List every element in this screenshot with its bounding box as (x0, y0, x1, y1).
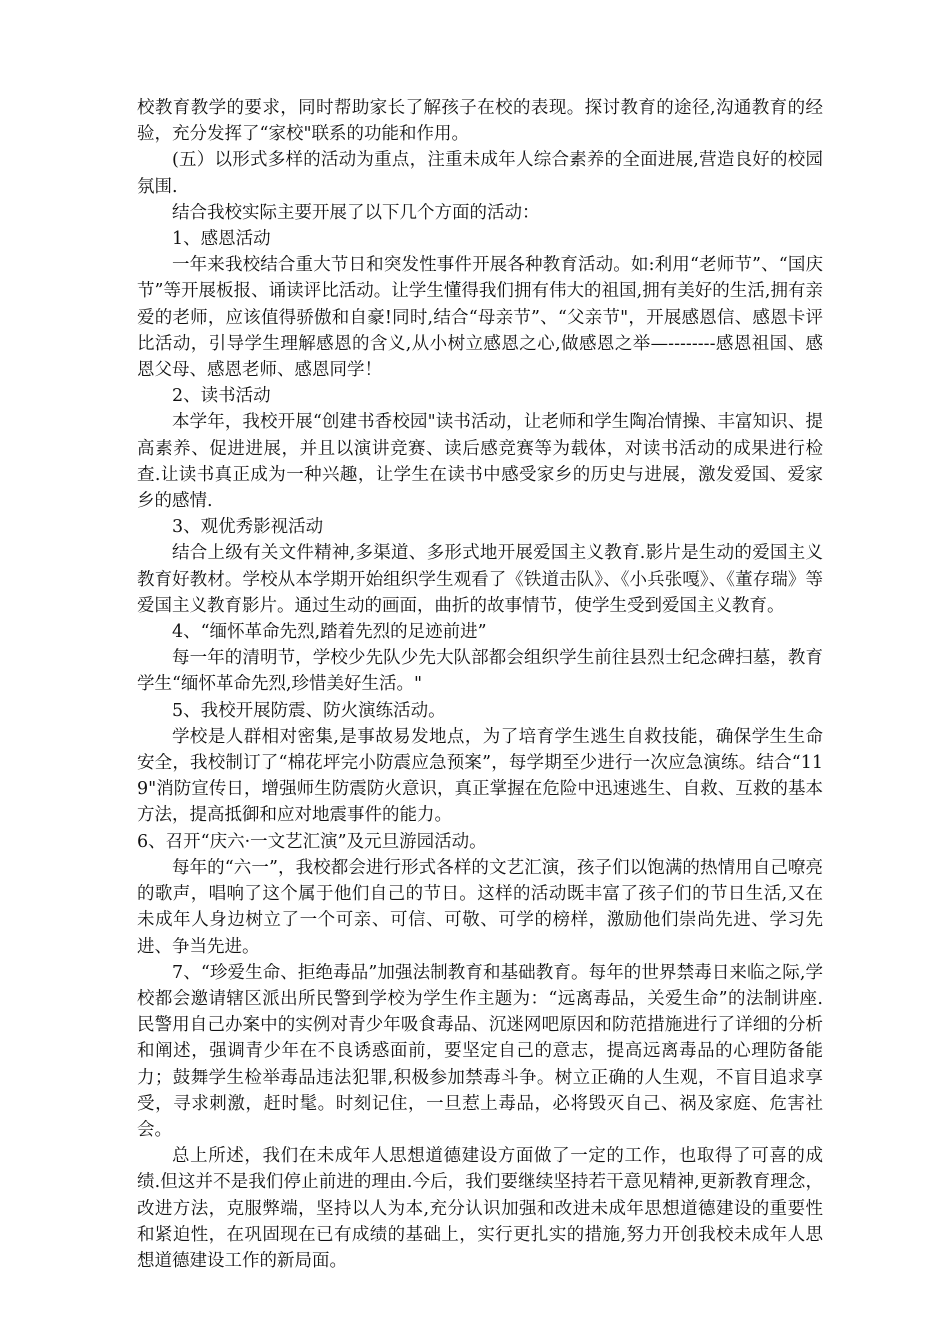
paragraph-film-activity: 结合上级有关文件精神,多渠道、多形式地开展爱国主义教育.影片是生动的爱国主义教育好教材。学校从本学期开始组织学生观看了《铁道击队》、《小兵张嘎》、《董存瑞》等爱国主义教育影片。通过生动的画面，曲折的故事情节，使学生受到爱国主义教育。 (137, 543, 823, 616)
paragraph-intro-continuation: 校教育教学的要求，同时帮助家长了解孩子在校的表现。探讨教育的途径,沟通教育的经验，充分发挥了“家校"联系的功能和作用。 (137, 98, 823, 145)
paragraph-gratitude-activity: 一年来我校结合重大节日和突发性事件开展各种教育活动。如:利用“老师节”、“国庆节”等开展板报、诵读评比活动。让学生懂得我们拥有伟大的祖国,拥有美好的生活,拥有亲爱的老师，应该值得骄傲和自豪!同时,结合“母亲节”、“父亲节"，开展感恩信、感恩卡评比活动，引导学生理解感恩的含义,从小树立感恩之心,做感恩之举—--------感恩祖国、感恩父母、感恩老师、感恩同学！ (137, 255, 823, 381)
paragraph-drill-activity: 学校是人群相对密集,是事故易发地点，为了培育学生逃生自救技能，确保学生生命安全，我校制订了“棉花坪完小防震应急预案”，每学期至少进行一次应急演练。结合“119"消防宣传日，增强师生防震防火意识，真正掌握在危险中迅速逃生、自救、互救的基本方法，提高抵御和应对地震事件的能力。 (137, 726, 823, 826)
paragraph-summary: 总上所述，我们在未成年人思想道德建设方面做了一定的工作，也取得了可喜的成绩.但这并不是我们停止前进的理由.今后，我们要继续坚持若干意见精神,更新教育理念，改进方法，克服弊端，坚持以人为本,充分认识加强和改进未成年思想道德建设的重要性和紧迫性，在巩固现在已有成绩的基础上，实行更扎实的措施,努力开创我校未成年人思想道德建设工作的新局面。 (137, 1146, 823, 1271)
paragraph-performance-activity: 每年的“六一”，我校都会进行形式各样的文艺汇演，孩子们以饱满的热情用自己嘹亮的歌声，唱响了这个属于他们自己的节日。这样的活动既丰富了孩子们的节日生活,又在未成年人身边树立了一个可亲、可信、可敬、可学的榜样，激励他们崇尚先进、学习先进、争当先进。 (137, 857, 823, 957)
document-body (137, 95, 823, 1274)
paragraph-martyrs-activity: 每一年的清明节，学校少先队少先大队部都会组织学生前往县烈士纪念碑扫墓，教育学生“缅怀革命先烈,珍惜美好生活。" (137, 648, 823, 695)
heading-martyrs-activity: 4、“缅怀革命先烈,踏着先烈的足迹前进” (172, 622, 487, 643)
paragraph-activities-intro: 结合我校实际主要开展了以下几个方面的活动： (172, 202, 540, 223)
heading-performance-activity: 6、召开“庆六·一文艺汇演”及元旦游园活动。 (137, 831, 487, 852)
heading-reading-activity: 2、读书活动 (172, 386, 271, 407)
heading-drill-activity: 5、我校开展防震、防火演练活动。 (172, 700, 446, 721)
heading-film-activity: 3、观优秀影视活动 (172, 517, 324, 538)
paragraph-section-five-heading: (五）以形式多样的活动为重点，注重未成年人综合素养的全面进展,营造良好的校园氛围. (137, 150, 823, 197)
heading-gratitude-activity: 1、感恩活动 (172, 229, 271, 250)
paragraph-anti-drug-activity: 7、“珍爱生命、拒绝毒品”加强法制教育和基础教育。每年的世界禁毒日来临之际,学校都会邀请辖区派出所民警到学校为学生作主题为：“远离毒品，关爱生命”的法制讲座.民警用自己办案中的实例对青少年吸食毒品、沉迷网吧原因和防范措施进行了详细的分析和阐述，强调青少年在不良诱惑面前，要坚定自己的意志，提高远离毒品的心理防备能力；鼓舞学生检举毒品违法犯罪,积极参加禁毒斗争。树立正确的人生观，不盲目追求享受，寻求刺激，赶时髦。时刻记住，一旦惹上毒品，必将毁灭自己、祸及家庭、危害社会。 (137, 962, 823, 1140)
paragraph-reading-activity: 本学年，我校开展“创建书香校园"读书活动，让老师和学生陶冶情操、丰富知识、提高素养、促进进展，并且以演讲竞赛、读后感竞赛等为载体，对读书活动的成果进行检查.让读书真正成为一种兴趣，让学生在读书中感受家乡的历史与进展，激发爱国、爱家乡的感情. (137, 412, 823, 512)
